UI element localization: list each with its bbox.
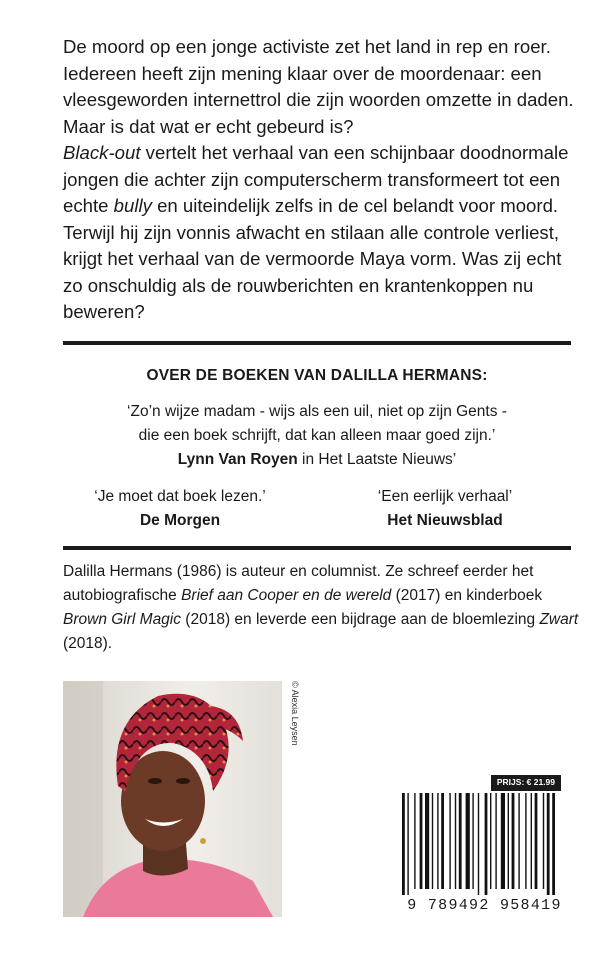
- bio-text: (2017) en kinderboek: [391, 587, 543, 604]
- barcode-bar: [501, 793, 505, 889]
- blurb-text: vertelt het verhaal van een schijnbaar doodnormale jongen die achter zijn computerscherm transformeert tot een echte: [63, 142, 569, 216]
- barcode-bar: [552, 793, 555, 895]
- bio-text: Dalilla Hermans (1986) is auteur en columnist. Ze schreef eerder het autobiografische: [63, 563, 534, 604]
- barcode-bar: [531, 793, 532, 889]
- author-portrait-illustration: [63, 681, 282, 917]
- bio-book-3: Zwart: [539, 611, 579, 628]
- blurb-paragraph-2: [63, 140, 583, 326]
- barcode-bar: [472, 793, 473, 889]
- main-quote-line-2: die een boek schrijft, dat kan alleen maar goed zijn.’: [138, 427, 496, 444]
- barcode-bar: [466, 793, 470, 889]
- quotes-heading: OVER DE BOEKEN VAN DALILLA HERMANS:: [146, 367, 488, 384]
- barcode-bar: [485, 793, 488, 895]
- barcode-bar: [543, 793, 544, 889]
- main-quote: [63, 400, 571, 472]
- barcode-bar: [449, 793, 450, 889]
- barcode-bar: [535, 793, 538, 889]
- barcode-bar: [478, 793, 479, 895]
- barcode-bar: [547, 793, 550, 895]
- barcode-bar: [490, 793, 491, 889]
- barcode-bar: [420, 793, 423, 889]
- barcode-bars: [398, 775, 571, 895]
- barcode-bar: [432, 793, 433, 889]
- main-quote-line-1: ‘Zo’n wijze madam - wijs als een uil, niet op zijn Gents -: [127, 403, 507, 420]
- right-quote: [335, 485, 555, 533]
- main-quote-source: in Het Laatste Nieuws’: [297, 451, 457, 468]
- left-quote: [70, 485, 290, 533]
- isbn-number: 9 789492 958419: [407, 897, 562, 914]
- barcode-bar: [414, 793, 415, 889]
- author-photo: [63, 681, 282, 917]
- barcode-bar: [407, 793, 408, 895]
- barcode-bar: [508, 793, 509, 889]
- barcode-block: [398, 775, 571, 917]
- bully-word: bully: [113, 195, 152, 216]
- divider-top: [63, 341, 571, 345]
- barcode-bar: [402, 793, 405, 895]
- photo-credit-text: © Alexia Leysen: [290, 681, 300, 746]
- left-quote-text: ‘Je moet dat boek lezen.’: [94, 488, 266, 505]
- divider-bottom: [63, 546, 571, 550]
- price-label: PRIJS: € 21.99: [491, 775, 561, 791]
- blurb-paragraph-1: De moord op een jonge activiste zet het land in rep en roer. Iedereen heeft zijn mening klaar over de moordenaar: een vleesgeworden internettrol die zijn woorden omzette in daden. Maar is dat wat er echt gebeurd is?: [63, 36, 574, 137]
- main-quote-attribution: [63, 448, 571, 472]
- bio-text: (2018) en leverde een bijdrage aan de bloemlezing: [181, 611, 540, 628]
- main-quote-author: Lynn Van Royen: [177, 451, 298, 468]
- photo-credit: [288, 681, 302, 781]
- barcode-bar: [437, 793, 438, 889]
- book-title: Black-out: [63, 142, 141, 163]
- blurb-text: en uiteindelijk zelfs in de cel belandt voor moord. Terwijl hij zijn vonnis afwacht en stilaan alle controle verliest, krijgt het verhaal van de vermoorde Maya vorm. Was zij echt zo onschuldig als de rouwberichten en krantenkoppen nu beweren?: [63, 195, 562, 322]
- bio-book-2: Brown Girl Magic: [63, 611, 181, 628]
- barcode-bar: [459, 793, 462, 889]
- barcode-bar: [512, 793, 515, 889]
- barcode-bar: [425, 793, 429, 889]
- barcode-bar: [525, 793, 526, 889]
- barcode-bar: [495, 793, 496, 889]
- back-cover-blurb: [63, 34, 583, 326]
- bio-book-1: Brief aan Cooper en de wereld: [181, 587, 392, 604]
- left-quote-source: De Morgen: [139, 512, 221, 529]
- right-quote-text: ‘Een eerlijk verhaal’: [377, 488, 513, 505]
- barcode-bar: [441, 793, 444, 889]
- author-bio: [63, 560, 583, 656]
- barcode-bar: [518, 793, 519, 889]
- bio-text: (2018).: [63, 635, 113, 652]
- barcode-bar: [455, 793, 456, 889]
- right-quote-source: Het Nieuwsblad: [387, 512, 503, 529]
